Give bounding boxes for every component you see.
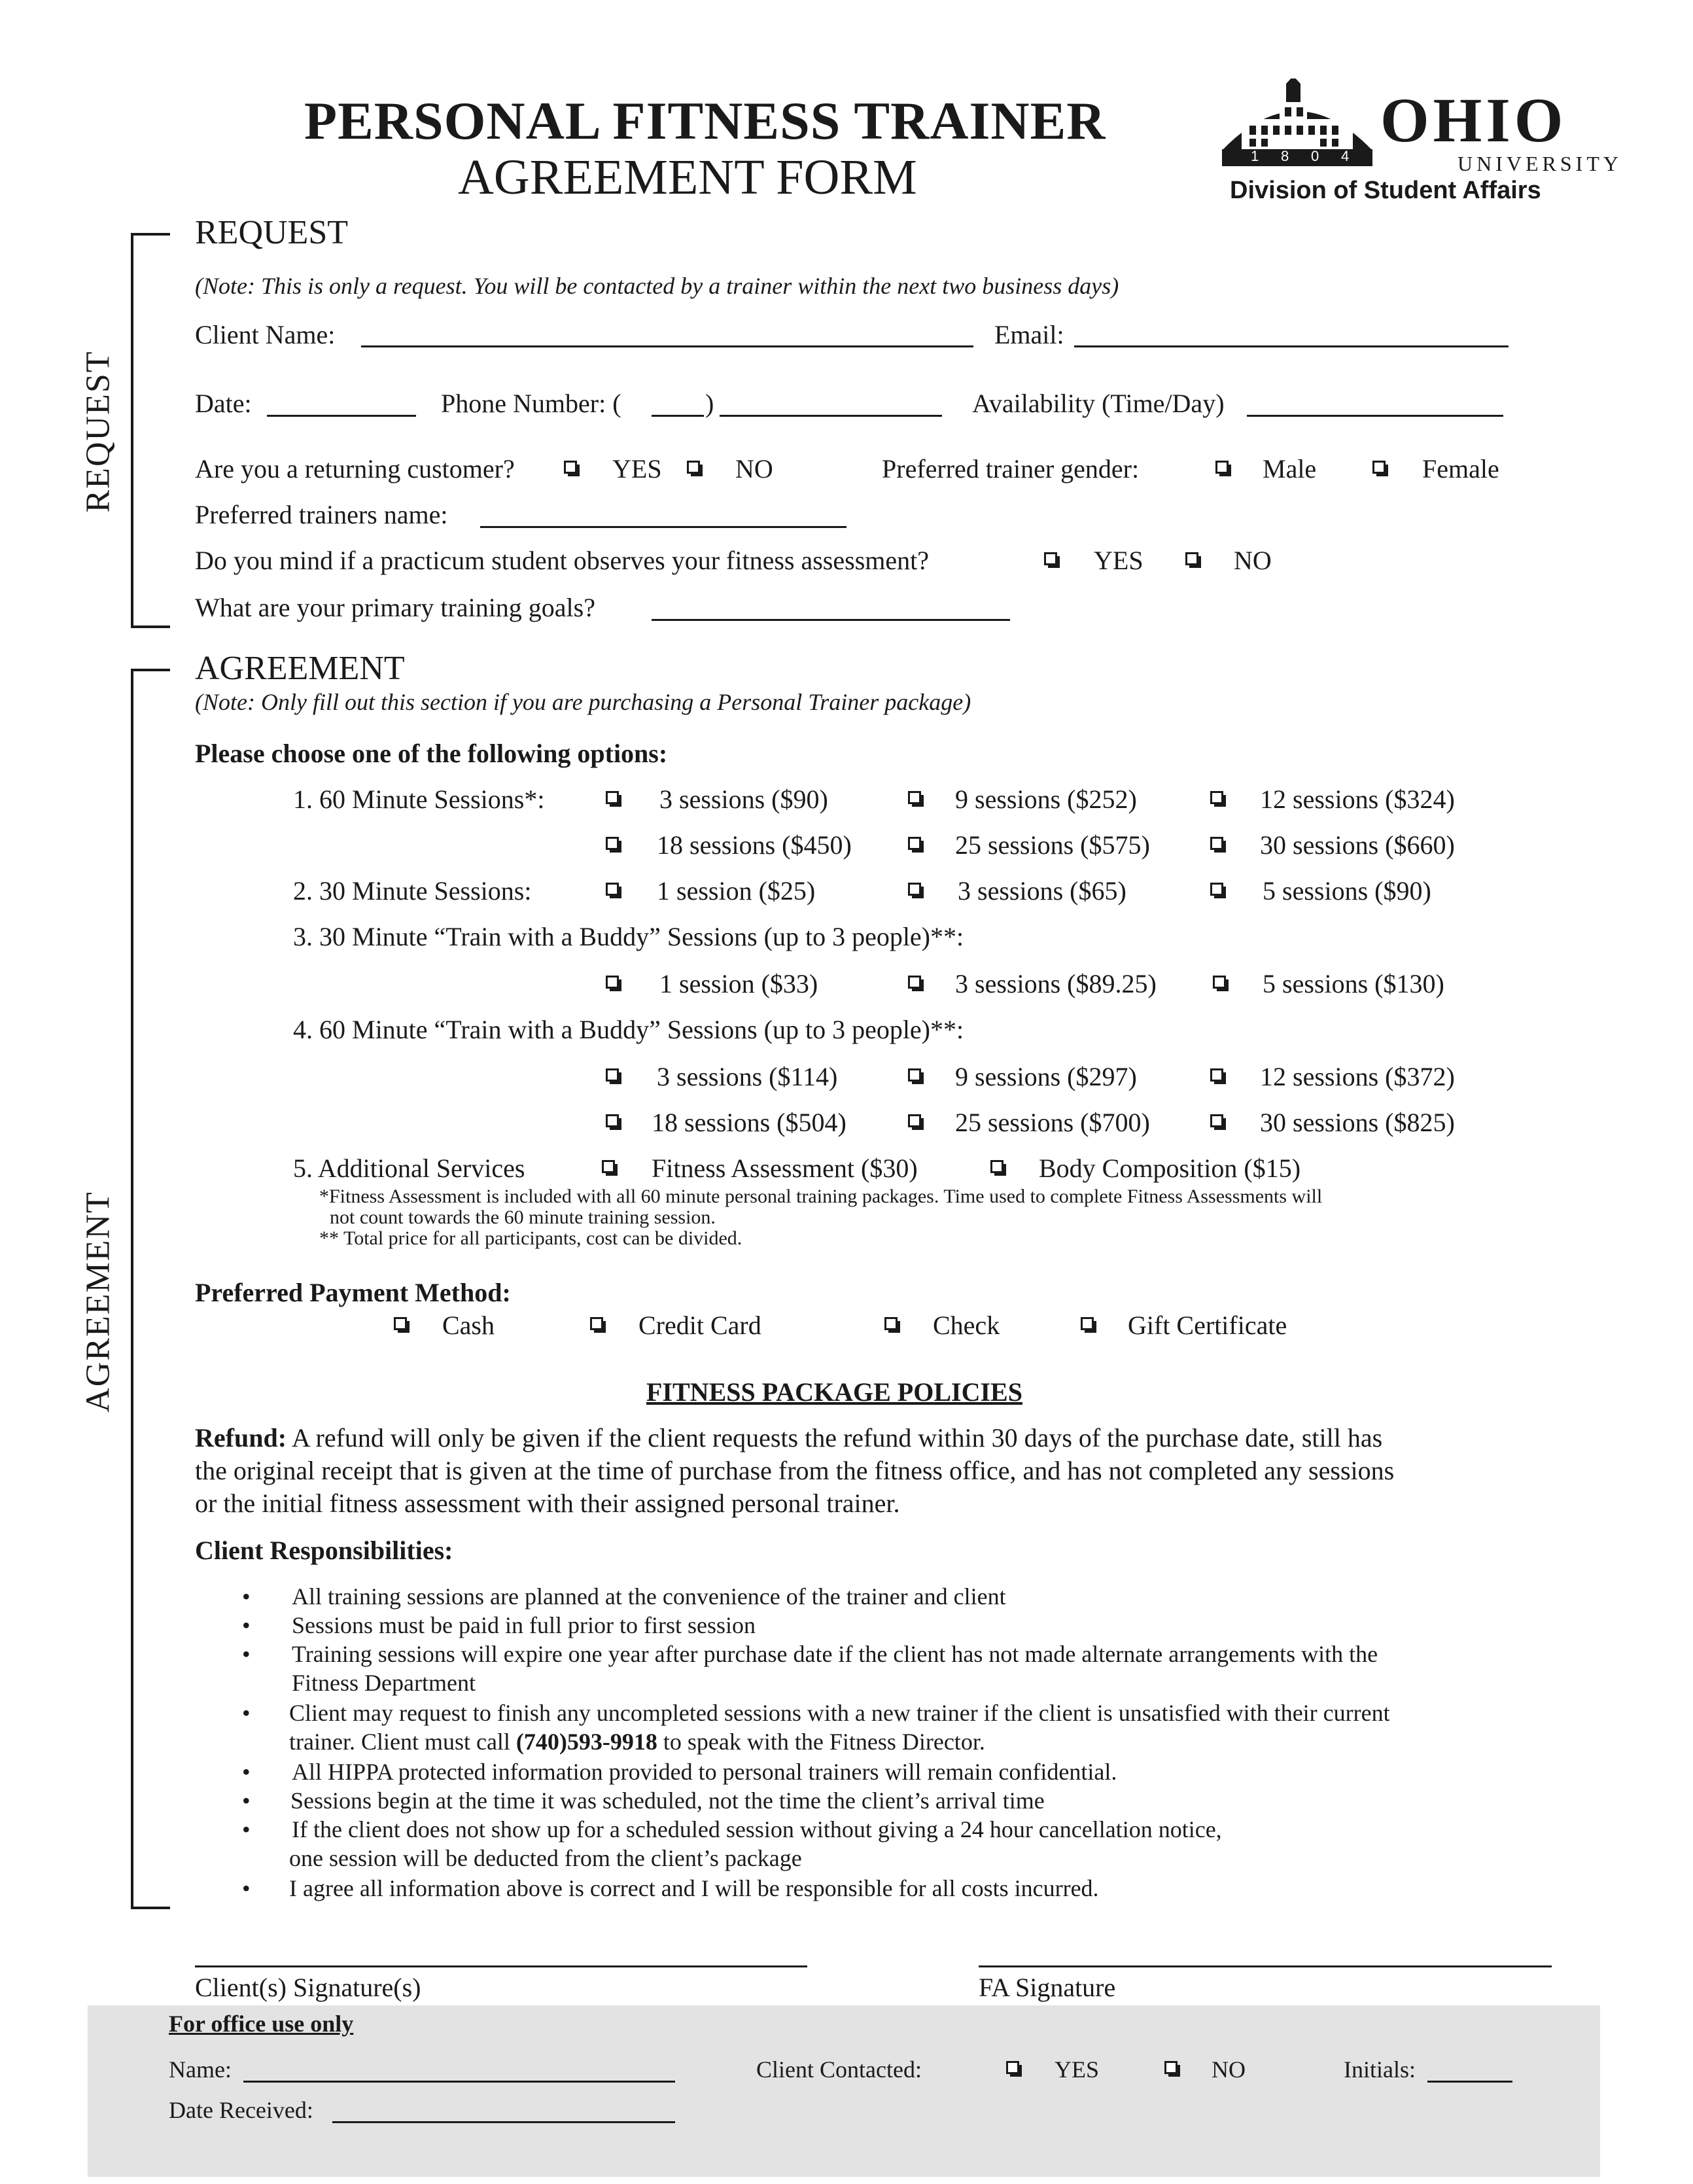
logo-year-2: 8: [1281, 148, 1289, 164]
opt2-3-sessions-checkbox[interactable]: [908, 883, 921, 896]
bullet: •: [242, 1700, 251, 1726]
opt3-1-session-checkbox[interactable]: [606, 976, 619, 989]
initials-field[interactable]: [1427, 2081, 1512, 2083]
date-label: Date:: [195, 389, 252, 418]
opt3-1-session: 1 session ($33): [659, 969, 818, 998]
refund-label: Refund:: [195, 1423, 287, 1453]
date-received-label: Date Received:: [169, 2097, 313, 2123]
payment-credit-card: Credit Card: [638, 1311, 761, 1340]
practicum-label: Do you mind if a practicum student observes your fitness assessment?: [195, 546, 929, 575]
opt1-30-sessions: 30 sessions ($660): [1260, 830, 1455, 860]
logo-university: UNIVERSITY: [1457, 152, 1622, 175]
logo-year-3: 0: [1311, 148, 1319, 164]
option2-label: 2. 30 Minute Sessions:: [293, 876, 532, 906]
ohio-university-logo: [1215, 79, 1622, 209]
footnote-fitness-assessment-cont: not count towards the 60 minute training session.: [330, 1206, 716, 1228]
responsibilities-label: Client Responsibilities:: [195, 1536, 453, 1565]
list-item-text: one session will be deducted from the client’s package: [289, 1845, 802, 1871]
footnote-total-price: ** Total price for all participants, cost can be divided.: [319, 1227, 742, 1249]
phone-number-field[interactable]: [720, 415, 942, 417]
opt1-3-sessions: 3 sessions ($90): [659, 784, 828, 814]
bullet: •: [242, 1759, 251, 1785]
list-item-text: Fitness Department: [292, 1670, 476, 1696]
fitness-director-phone: (740)593-9918: [515, 1729, 657, 1755]
gender-female-label: Female: [1422, 454, 1499, 484]
gender-male-checkbox[interactable]: [1215, 461, 1229, 474]
bullet: •: [242, 1612, 251, 1638]
date-received-field[interactable]: [332, 2121, 675, 2123]
list-item-text: [289, 1727, 985, 1756]
request-heading: REQUEST: [195, 214, 348, 251]
list-item-text: Client may request to finish any uncompleted sessions with a new trainer if the client is unsatisfied with their current: [289, 1700, 1390, 1726]
body-composition-option: Body Composition ($15): [1039, 1154, 1301, 1183]
opt2-1-session-checkbox[interactable]: [606, 883, 619, 896]
availability-label: Availability (Time/Day): [972, 389, 1225, 418]
payment-check: Check: [933, 1311, 1000, 1340]
phone-pre: trainer. Client must call: [289, 1729, 516, 1755]
opt1-25-sessions-checkbox[interactable]: [908, 837, 921, 850]
university-building-icon: [1215, 79, 1379, 167]
payment-gift-checkbox[interactable]: [1081, 1317, 1094, 1330]
opt4-3-sessions-checkbox[interactable]: [606, 1068, 619, 1082]
payment-cash-checkbox[interactable]: [394, 1317, 407, 1330]
opt4-30-sessions-checkbox[interactable]: [1210, 1114, 1223, 1127]
bullet: •: [242, 1583, 251, 1610]
contacted-no-checkbox[interactable]: [1164, 2061, 1178, 2074]
opt1-3-sessions-checkbox[interactable]: [606, 791, 619, 804]
opt2-5-sessions: 5 sessions ($90): [1263, 876, 1431, 906]
client-signature-field[interactable]: [195, 1965, 807, 1967]
client-contacted-label: Client Contacted:: [756, 2056, 922, 2083]
contacted-no-label: NO: [1212, 2056, 1246, 2083]
list-item-text: I agree all information above is correct and I will be responsible for all costs incurred.: [289, 1875, 1099, 1901]
refund-line-2: the original receipt that is given at the time of purchase from the fitness office, and has not completed any sessions: [195, 1456, 1395, 1485]
contacted-yes-label: YES: [1055, 2056, 1100, 2083]
option1-label: 1. 60 Minute Sessions*:: [293, 784, 545, 814]
opt4-18-sessions-checkbox[interactable]: [606, 1114, 619, 1127]
fitness-assessment-checkbox[interactable]: [602, 1160, 615, 1173]
opt3-3-sessions-checkbox[interactable]: [908, 976, 921, 989]
body-composition-checkbox[interactable]: [990, 1160, 1004, 1173]
payment-gift-certificate: Gift Certificate: [1128, 1311, 1287, 1340]
option4-label: 4. 60 Minute “Train with a Buddy” Sessions (up to 3 people)**:: [293, 1015, 964, 1044]
office-name-label: Name:: [169, 2056, 232, 2083]
footnote-fitness-assessment: *Fitness Assessment is included with all 60 minute personal training packages. Time used to complete Fitness Assessments will: [319, 1186, 1323, 1207]
logo-ohio: OHIO: [1380, 85, 1567, 155]
request-bracket: [131, 233, 170, 628]
request-side-label: REQUEST: [79, 343, 118, 520]
initials-label: Initials:: [1344, 2056, 1416, 2083]
list-item-text: If the client does not show up for a scheduled session without giving a 24 hour cancellation notice,: [292, 1816, 1222, 1842]
phone-post: to speak with the Fitness Director.: [657, 1729, 985, 1755]
opt4-12-sessions: 12 sessions ($372): [1260, 1062, 1455, 1091]
opt1-9-sessions: 9 sessions ($252): [955, 784, 1137, 814]
practicum-no-label: NO: [1234, 546, 1272, 575]
opt1-9-sessions-checkbox[interactable]: [908, 791, 921, 804]
client-name-label: Client Name:: [195, 320, 336, 349]
client-name-field[interactable]: [361, 345, 973, 347]
policies-heading: FITNESS PACKAGE POLICIES: [646, 1377, 1022, 1407]
opt2-1-session: 1 session ($25): [657, 876, 816, 906]
payment-check-checkbox[interactable]: [884, 1317, 898, 1330]
opt1-25-sessions: 25 sessions ($575): [955, 830, 1150, 860]
logo-year-4: 4: [1341, 148, 1350, 164]
logo-year-1: 1: [1251, 148, 1261, 164]
practicum-yes-label: YES: [1094, 546, 1143, 575]
form-subtitle: AGREEMENT FORM: [458, 150, 917, 205]
opt4-9-sessions: 9 sessions ($297): [955, 1062, 1137, 1091]
returning-yes-checkbox[interactable]: [564, 461, 577, 474]
practicum-no-checkbox[interactable]: [1185, 552, 1198, 565]
list-item-text: All training sessions are planned at the convenience of the trainer and client: [292, 1583, 1006, 1610]
option3-label: 3. 30 Minute “Train with a Buddy” Sessions (up to 3 people)**:: [293, 922, 964, 951]
gender-female-checkbox[interactable]: [1372, 461, 1386, 474]
opt4-12-sessions-checkbox[interactable]: [1210, 1068, 1223, 1082]
email-field[interactable]: [1074, 345, 1509, 347]
opt4-3-sessions: 3 sessions ($114): [657, 1062, 838, 1091]
choose-options-label: Please choose one of the following options:: [195, 739, 668, 768]
practicum-yes-checkbox[interactable]: [1044, 552, 1057, 565]
gender-label: Preferred trainer gender:: [882, 454, 1140, 484]
date-field[interactable]: [267, 415, 416, 417]
phone-label: Phone Number: (: [441, 389, 621, 418]
office-use-heading: For office use only: [169, 2011, 354, 2037]
form-title: PERSONAL FITNESS TRAINER: [304, 91, 1106, 150]
fa-signature-label: FA Signature: [979, 1973, 1116, 2002]
availability-field[interactable]: [1247, 415, 1503, 417]
trainer-name-label: Preferred trainers name:: [195, 500, 448, 529]
office-name-field[interactable]: [243, 2081, 675, 2083]
agreement-note: (Note: Only fill out this section if you are purchasing a Personal Trainer package): [195, 689, 971, 715]
opt1-12-sessions-checkbox[interactable]: [1210, 791, 1223, 804]
refund-line-1: [195, 1422, 1382, 1453]
bullet: •: [242, 1641, 251, 1667]
opt1-12-sessions: 12 sessions ($324): [1260, 784, 1455, 814]
goals-label: What are your primary training goals?: [195, 593, 595, 622]
returning-yes-label: YES: [612, 454, 662, 484]
payment-credit-checkbox[interactable]: [590, 1317, 603, 1330]
opt3-5-sessions: 5 sessions ($130): [1263, 969, 1444, 998]
opt2-3-sessions: 3 sessions ($65): [958, 876, 1126, 906]
fitness-assessment-option: Fitness Assessment ($30): [652, 1154, 918, 1183]
opt1-18-sessions-checkbox[interactable]: [606, 837, 619, 850]
list-item-text: Sessions must be paid in full prior to first session: [292, 1612, 756, 1638]
refund-text-1: A refund will only be given if the client requests the refund within 30 days of the purchase date, still has: [291, 1423, 1383, 1453]
opt1-30-sessions-checkbox[interactable]: [1210, 837, 1223, 850]
fa-signature-field[interactable]: [979, 1965, 1552, 1967]
email-label: Email:: [994, 320, 1064, 349]
contacted-yes-checkbox[interactable]: [1006, 2061, 1019, 2074]
returning-label: Are you a returning customer?: [195, 454, 515, 484]
opt4-30-sessions: 30 sessions ($825): [1260, 1108, 1455, 1137]
list-item-text: Sessions begin at the time it was scheduled, not the time the client’s arrival time: [290, 1788, 1045, 1814]
gender-male-label: Male: [1263, 454, 1317, 484]
phone-area-field[interactable]: [652, 415, 704, 417]
refund-line-3: or the initial fitness assessment with their assigned personal trainer.: [195, 1488, 900, 1518]
returning-no-label: NO: [735, 454, 773, 484]
bullet: •: [242, 1875, 251, 1901]
opt4-9-sessions-checkbox[interactable]: [908, 1068, 921, 1082]
agreement-bracket: [131, 669, 170, 1909]
bullet: •: [242, 1788, 251, 1814]
agreement-side-label: AGREEMENT: [79, 1178, 118, 1426]
phone-paren: ): [705, 389, 714, 418]
client-signature-label: Client(s) Signature(s): [195, 1973, 421, 2002]
list-item-text: All HIPPA protected information provided to personal trainers will remain confidential.: [292, 1759, 1117, 1785]
option5-label: 5. Additional Services: [293, 1154, 525, 1183]
opt4-25-sessions: 25 sessions ($700): [955, 1108, 1150, 1137]
trainer-name-field[interactable]: [480, 526, 846, 528]
opt1-18-sessions: 18 sessions ($450): [657, 830, 852, 860]
goals-field[interactable]: [652, 619, 1010, 621]
returning-no-checkbox[interactable]: [687, 461, 700, 474]
bullet: •: [242, 1816, 251, 1842]
agreement-heading: AGREEMENT: [195, 650, 405, 687]
opt3-3-sessions: 3 sessions ($89.25): [955, 969, 1157, 998]
logo-division: Division of Student Affairs: [1230, 177, 1541, 204]
opt2-5-sessions-checkbox[interactable]: [1210, 883, 1223, 896]
request-note: (Note: This is only a request. You will be contacted by a trainer within the next two business days): [195, 273, 1119, 299]
opt4-18-sessions: 18 sessions ($504): [652, 1108, 846, 1137]
opt3-5-sessions-checkbox[interactable]: [1213, 976, 1226, 989]
opt4-25-sessions-checkbox[interactable]: [908, 1114, 921, 1127]
list-item-text: Training sessions will expire one year after purchase date if the client has not made alternate arrangements with the: [292, 1641, 1378, 1667]
payment-cash: Cash: [442, 1311, 495, 1340]
payment-method-label: Preferred Payment Method:: [195, 1278, 511, 1307]
